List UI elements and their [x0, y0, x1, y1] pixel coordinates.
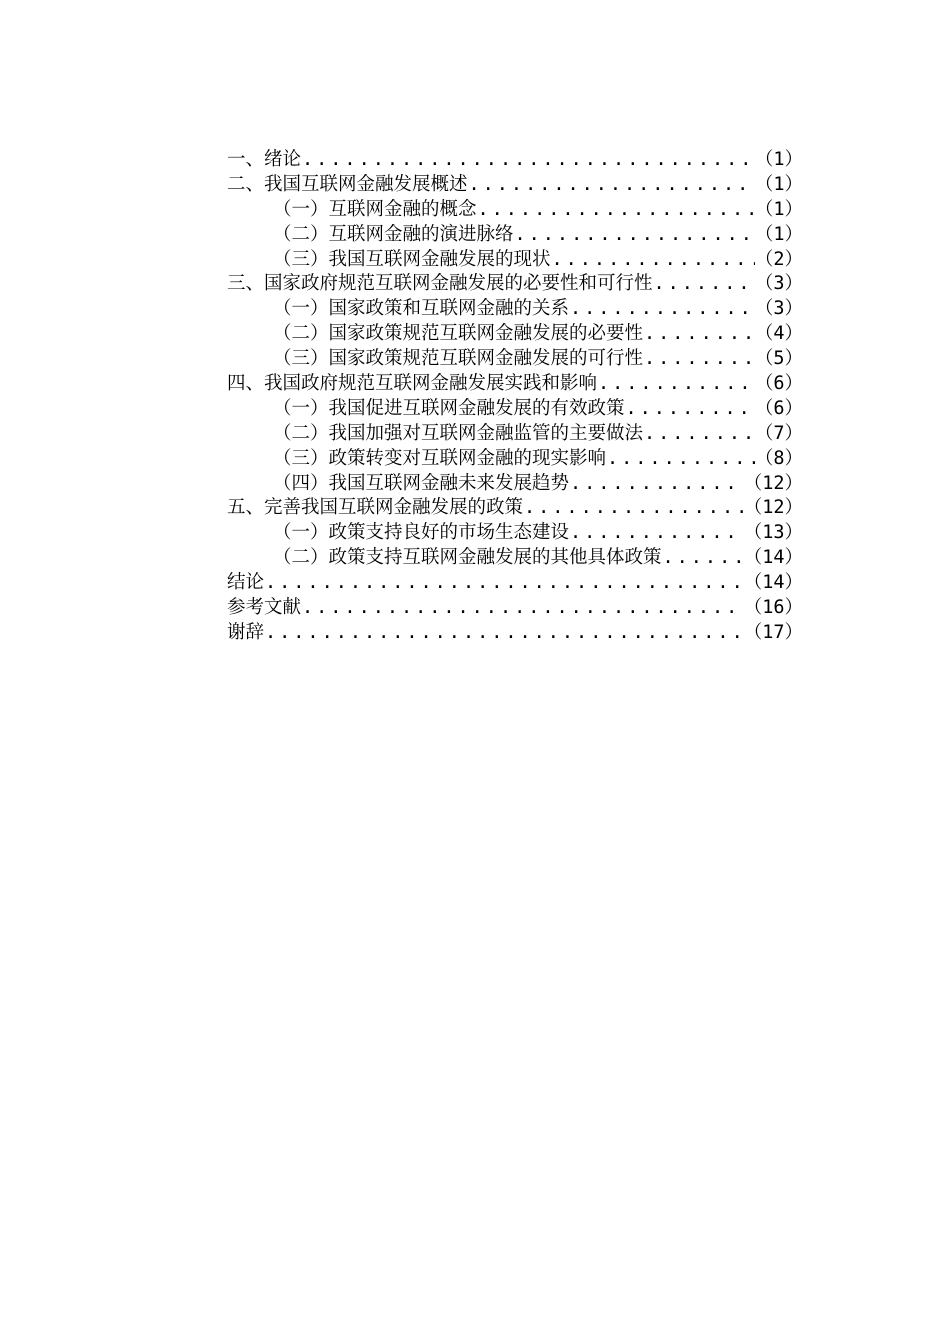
toc-entry-section-2-1[interactable]	[227, 198, 803, 223]
toc-dot-leader	[643, 322, 755, 347]
toc-entry-section-4-4[interactable]	[227, 472, 803, 497]
toc-dot-leader	[551, 248, 755, 273]
toc-page-number: （14）	[743, 572, 803, 594]
toc-dot-leader	[523, 496, 744, 521]
toc-dot-leader	[653, 272, 755, 297]
toc-entry-section-5-1[interactable]	[227, 521, 803, 546]
toc-dot-leader	[643, 347, 755, 372]
toc-entry-title: （二）国家政策规范互联网金融发展的必要性	[273, 323, 644, 345]
toc-entry-title: 五、完善我国互联网金融发展的政策	[227, 497, 524, 519]
toc-entry-title: 一、绪论	[227, 149, 302, 170]
toc-entry-title: 谢辞	[227, 621, 265, 643]
toc-entry-title: （一）我国促进互联网金融发展的有效政策	[273, 397, 625, 419]
toc-entry-section-3-1[interactable]	[227, 297, 803, 322]
toc-entry-chapter-3[interactable]	[227, 272, 803, 297]
toc-page-number: （4）	[754, 323, 803, 345]
toc-entry-chapter-4[interactable]	[227, 372, 803, 397]
toc-entry-title: （四）我国互联网金融未来发展趋势	[273, 472, 570, 494]
toc-entry-introduction[interactable]	[227, 148, 803, 173]
toc-entry-title: 参考文献	[227, 597, 302, 619]
toc-page-number: （2）	[754, 248, 803, 270]
toc-entry-title: （二）政策支持互联网金融发展的其他具体政策	[273, 547, 662, 569]
toc-page-number: （8）	[754, 447, 803, 469]
toc-page-number: （16）	[743, 597, 803, 619]
toc-dot-leader	[569, 521, 744, 546]
toc-entry-title: 三、国家政府规范互联网金融发展的必要性和可行性	[227, 273, 653, 295]
toc-entry-conclusion[interactable]	[227, 571, 803, 596]
toc-page-number: （17）	[743, 621, 803, 643]
toc-dot-leader	[301, 596, 744, 621]
toc-dot-leader	[477, 198, 755, 223]
toc-entry-title: 四、我国政府规范互联网金融发展实践和影响	[227, 373, 598, 395]
toc-entry-section-5-2[interactable]	[227, 546, 803, 571]
toc-entry-title: （三）我国互联网金融发展的现状	[273, 248, 551, 270]
toc-entry-title: 结论	[227, 572, 265, 594]
toc-entry-section-4-3[interactable]	[227, 447, 803, 472]
toc-entry-chapter-2[interactable]	[227, 173, 803, 198]
toc-page-number: （6）	[754, 373, 803, 395]
toc-entry-title: （一）政策支持良好的市场生态建设	[273, 522, 570, 544]
toc-entry-title: （一）国家政策和互联网金融的关系	[273, 298, 570, 320]
toc-entry-section-4-1[interactable]	[227, 397, 803, 422]
toc-page-number: （1）	[754, 173, 803, 195]
toc-dot-leader	[625, 397, 755, 422]
toc-dot-leader	[264, 621, 744, 646]
toc-dot-leader	[597, 372, 755, 397]
toc-entry-title: （二）我国加强对互联网金融监管的主要做法	[273, 422, 644, 444]
toc-entry-section-3-2[interactable]	[227, 322, 803, 347]
toc-dot-leader	[264, 571, 744, 596]
toc-page-number: （3）	[754, 273, 803, 295]
toc-page-number: （1）	[754, 149, 803, 170]
toc-dot-leader	[468, 173, 755, 198]
toc-entry-chapter-5[interactable]	[227, 496, 803, 521]
toc-dot-leader	[569, 472, 744, 497]
toc-entry-section-4-2[interactable]	[227, 422, 803, 447]
toc-entry-section-3-3[interactable]	[227, 347, 803, 372]
toc-page-number: （1）	[754, 223, 803, 245]
toc-entry-section-2-2[interactable]	[227, 223, 803, 248]
toc-entry-title: （三）政策转变对互联网金融的现实影响	[273, 447, 607, 469]
toc-entry-acknowledgements[interactable]	[227, 621, 803, 646]
toc-page-number: （7）	[754, 422, 803, 444]
toc-page-number: （3）	[754, 298, 803, 320]
table-of-contents	[227, 148, 803, 646]
toc-page-number: （12）	[743, 497, 803, 519]
toc-page-number: （14）	[743, 547, 803, 569]
toc-dot-leader	[643, 422, 755, 447]
toc-dot-leader	[606, 447, 755, 472]
toc-entry-title: （二）互联网金融的演进脉络	[273, 223, 514, 245]
toc-dot-leader	[514, 223, 755, 248]
toc-entry-section-2-3[interactable]	[227, 248, 803, 273]
toc-entry-title: 二、我国互联网金融发展概述	[227, 173, 468, 195]
toc-page-number: （12）	[743, 472, 803, 494]
toc-dot-leader	[662, 546, 744, 571]
toc-page-number: （13）	[743, 522, 803, 544]
toc-page-number: （6）	[754, 397, 803, 419]
toc-dot-leader	[301, 148, 755, 173]
toc-entry-title: （一）互联网金融的概念	[273, 198, 477, 220]
toc-page-number: （1）	[754, 198, 803, 220]
toc-page-number: （5）	[754, 348, 803, 370]
toc-entry-references[interactable]	[227, 596, 803, 621]
toc-dot-leader	[569, 297, 755, 322]
toc-entry-title: （三）国家政策规范互联网金融发展的可行性	[273, 348, 644, 370]
